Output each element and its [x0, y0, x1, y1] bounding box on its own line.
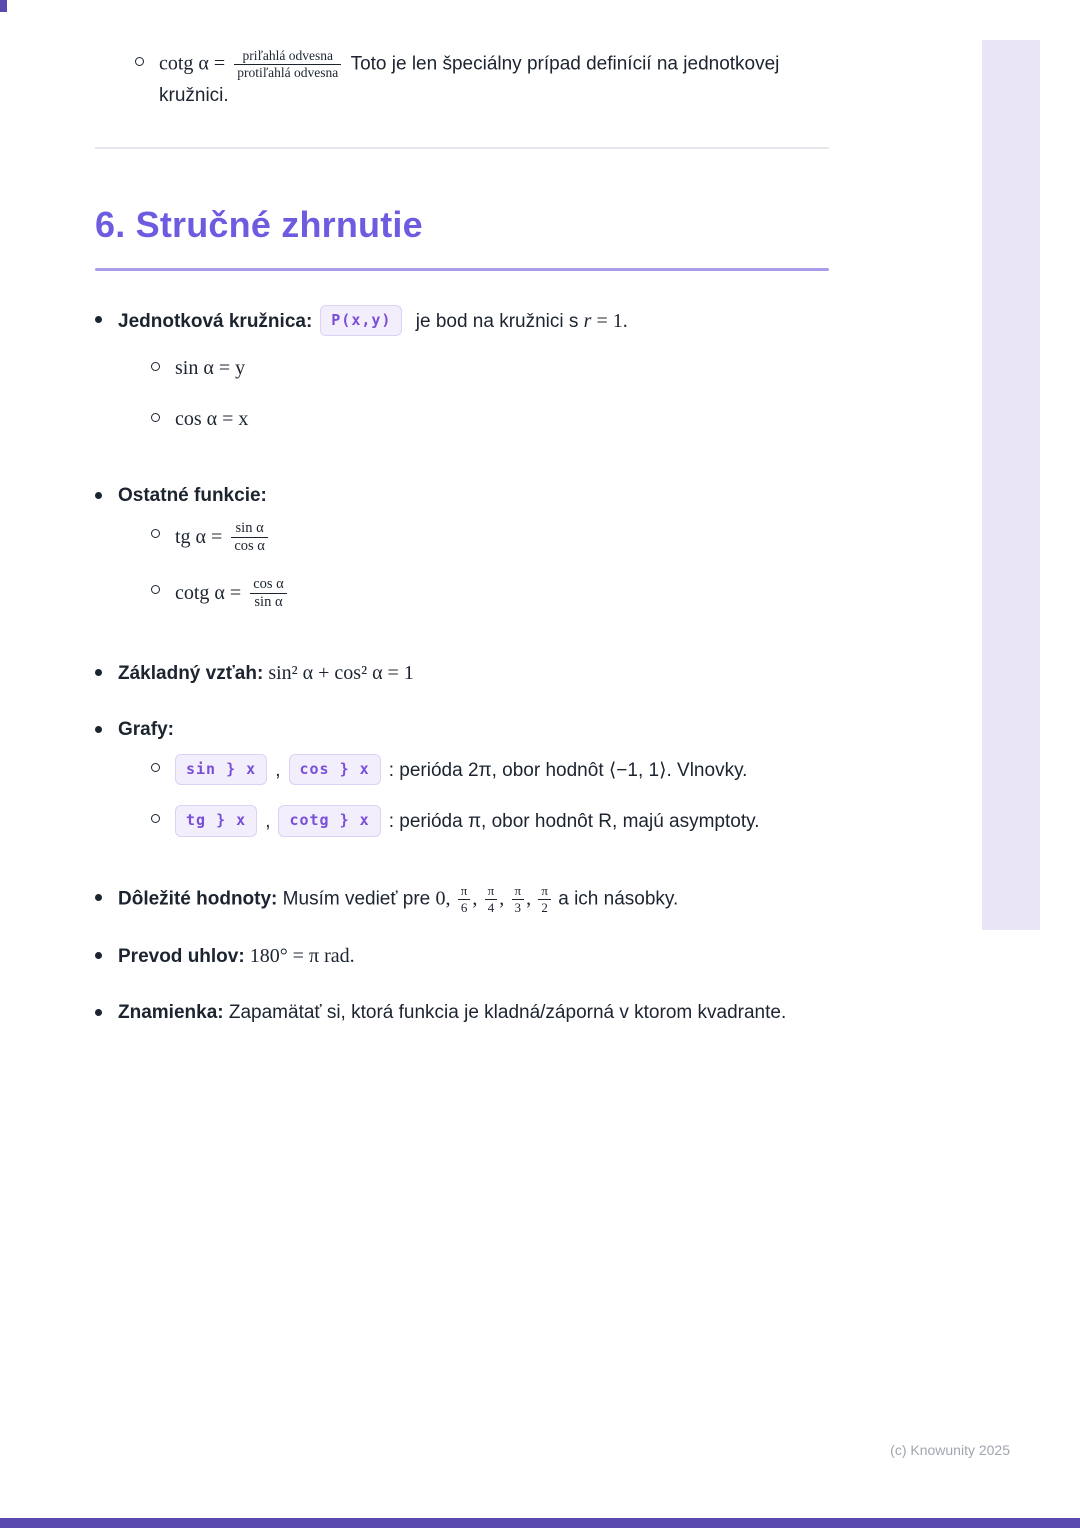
math-sin-equation: sin α = y: [175, 356, 246, 379]
list-item-signs: [95, 998, 829, 1027]
list-item-other-functions: [95, 481, 829, 632]
fraction-numerator: π: [460, 882, 468, 898]
list-item-basic-identity: [95, 658, 829, 689]
graph-row: [175, 805, 760, 836]
inline-code-badge: P(x,y): [320, 305, 402, 336]
list-item-angle-conversion: [95, 941, 829, 972]
hollow-bullet-icon: [151, 814, 160, 823]
fraction: [538, 883, 551, 915]
bullet-icon: [95, 952, 102, 959]
math-cos-equation: cos α = x: [175, 407, 249, 430]
inline-code-badge: cotg } x: [278, 805, 380, 836]
comma-text: ,: [265, 811, 271, 833]
list-item-text: [159, 48, 829, 111]
math-tg-equation: [175, 520, 272, 556]
list-item-text: [118, 658, 829, 689]
bullet-icon: [95, 726, 102, 733]
fraction-numerator: sin α: [235, 520, 264, 537]
bullet-icon: [95, 1009, 102, 1016]
math-cotg-lead: cotg α =: [159, 52, 231, 75]
list-item-important-values: [95, 883, 829, 915]
list-item-tg: [151, 520, 829, 556]
fraction-numerator: π: [514, 882, 522, 898]
graph-description: : perióda 2π, obor hodnôt ⟨−1, 1⟩. Vlnovky.: [388, 760, 748, 782]
item-label: Grafy:: [118, 718, 174, 740]
list-item-sin: [151, 353, 829, 384]
math-cotg-equation: [175, 576, 291, 612]
list-item-cos: [151, 404, 829, 435]
fraction: [485, 883, 498, 915]
footer-copyright: (c) Knowunity 2025: [890, 1442, 1010, 1458]
list-item-text: [118, 941, 829, 972]
fraction-numerator: priľahlá odvesna: [242, 48, 334, 63]
document-content: [95, 48, 829, 1028]
fraction-numerator: π: [487, 882, 495, 898]
math-text: = 1.: [591, 309, 628, 332]
item-label: Jednotková kružnica:: [118, 310, 313, 332]
math-variable: r: [583, 309, 592, 332]
list-item-cotg-definition: [135, 48, 829, 111]
section-heading: 6. Stručné zhrnutie: [95, 203, 423, 245]
item-text: Zapamätať si, ktorá funkcia je kladná/záporná v ktorom kvadrante.: [223, 1002, 787, 1024]
fraction-denominator: protiľahlá odvesna: [234, 64, 341, 81]
item-label: Dôležité hodnoty:: [118, 888, 278, 910]
page-bottom-border: [0, 1518, 1080, 1528]
math-conversion: 180° = π rad.: [244, 945, 355, 968]
list-item-text: [118, 481, 829, 632]
heading-underline: [95, 268, 829, 271]
explanatory-text: Toto je len špeciálny prípad definícií na jednotkovej kružnici.: [159, 53, 780, 107]
fraction-numerator: π: [541, 882, 548, 898]
list-item-tg-cotg-graphs: [151, 805, 829, 836]
fraction: [231, 520, 268, 556]
fraction: [250, 576, 287, 612]
fraction: [458, 883, 471, 915]
list-item-cotg: [151, 576, 829, 612]
fraction: [234, 48, 341, 81]
inline-code-badge: sin } x: [175, 754, 267, 785]
bullet-icon: [95, 669, 102, 676]
comma-text: ,: [472, 887, 478, 910]
item-text: je bod na kružnici s: [410, 310, 584, 332]
list-item-text: [118, 305, 829, 455]
hollow-bullet-icon: [151, 413, 160, 422]
fraction-denominator: 6: [458, 899, 471, 916]
comma-text: ,: [526, 887, 532, 910]
math-identity: sin² α + cos² α = 1: [263, 661, 414, 684]
hollow-bullet-icon: [135, 57, 144, 66]
hollow-bullet-icon: [151, 362, 160, 371]
item-label: Ostatné funkcie:: [118, 484, 267, 506]
fraction-denominator: 4: [485, 899, 498, 916]
hollow-bullet-icon: [151, 585, 160, 594]
bullet-icon: [95, 492, 102, 499]
hollow-bullet-icon: [151, 763, 160, 772]
comma-text: ,: [499, 887, 505, 910]
item-label: Prevod uhlov:: [118, 946, 245, 968]
inline-code-badge: cos } x: [289, 754, 381, 785]
scrollbar-track[interactable]: [982, 40, 1040, 930]
item-label: Základný vzťah:: [118, 662, 264, 684]
item-text: a ich násobky.: [552, 888, 679, 910]
list-item-sin-cos-graphs: [151, 754, 829, 785]
list-item-unit-circle: [95, 305, 829, 455]
item-text: Musím vedieť pre: [277, 888, 436, 910]
fraction-denominator: 3: [512, 899, 525, 916]
list-item-text: [118, 998, 829, 1027]
math-cotg-lead: cotg α =: [175, 581, 247, 604]
inline-code-badge: tg } x: [175, 805, 257, 836]
list-item-text: [118, 883, 829, 915]
section-divider: [95, 147, 829, 149]
bullet-icon: [95, 894, 102, 901]
fraction-denominator: sin α: [250, 593, 287, 611]
bullet-icon: [95, 316, 102, 323]
fraction-denominator: cos α: [231, 537, 268, 555]
fraction: [512, 883, 525, 915]
list-item-text: [118, 715, 829, 857]
graph-row: [175, 754, 747, 785]
graph-description: : perióda π, obor hodnôt R, majú asymptoty.: [388, 811, 760, 833]
hollow-bullet-icon: [151, 529, 160, 538]
fraction-numerator: cos α: [253, 575, 284, 592]
fraction-denominator: 2: [538, 899, 551, 916]
list-item-graphs: [95, 715, 829, 857]
comma-text: ,: [275, 760, 281, 782]
item-label: Znamienka:: [118, 1002, 224, 1024]
math-zero: 0,: [435, 887, 451, 910]
math-tg-lead: tg α =: [175, 525, 228, 548]
page-corner-mark: [0, 0, 7, 12]
